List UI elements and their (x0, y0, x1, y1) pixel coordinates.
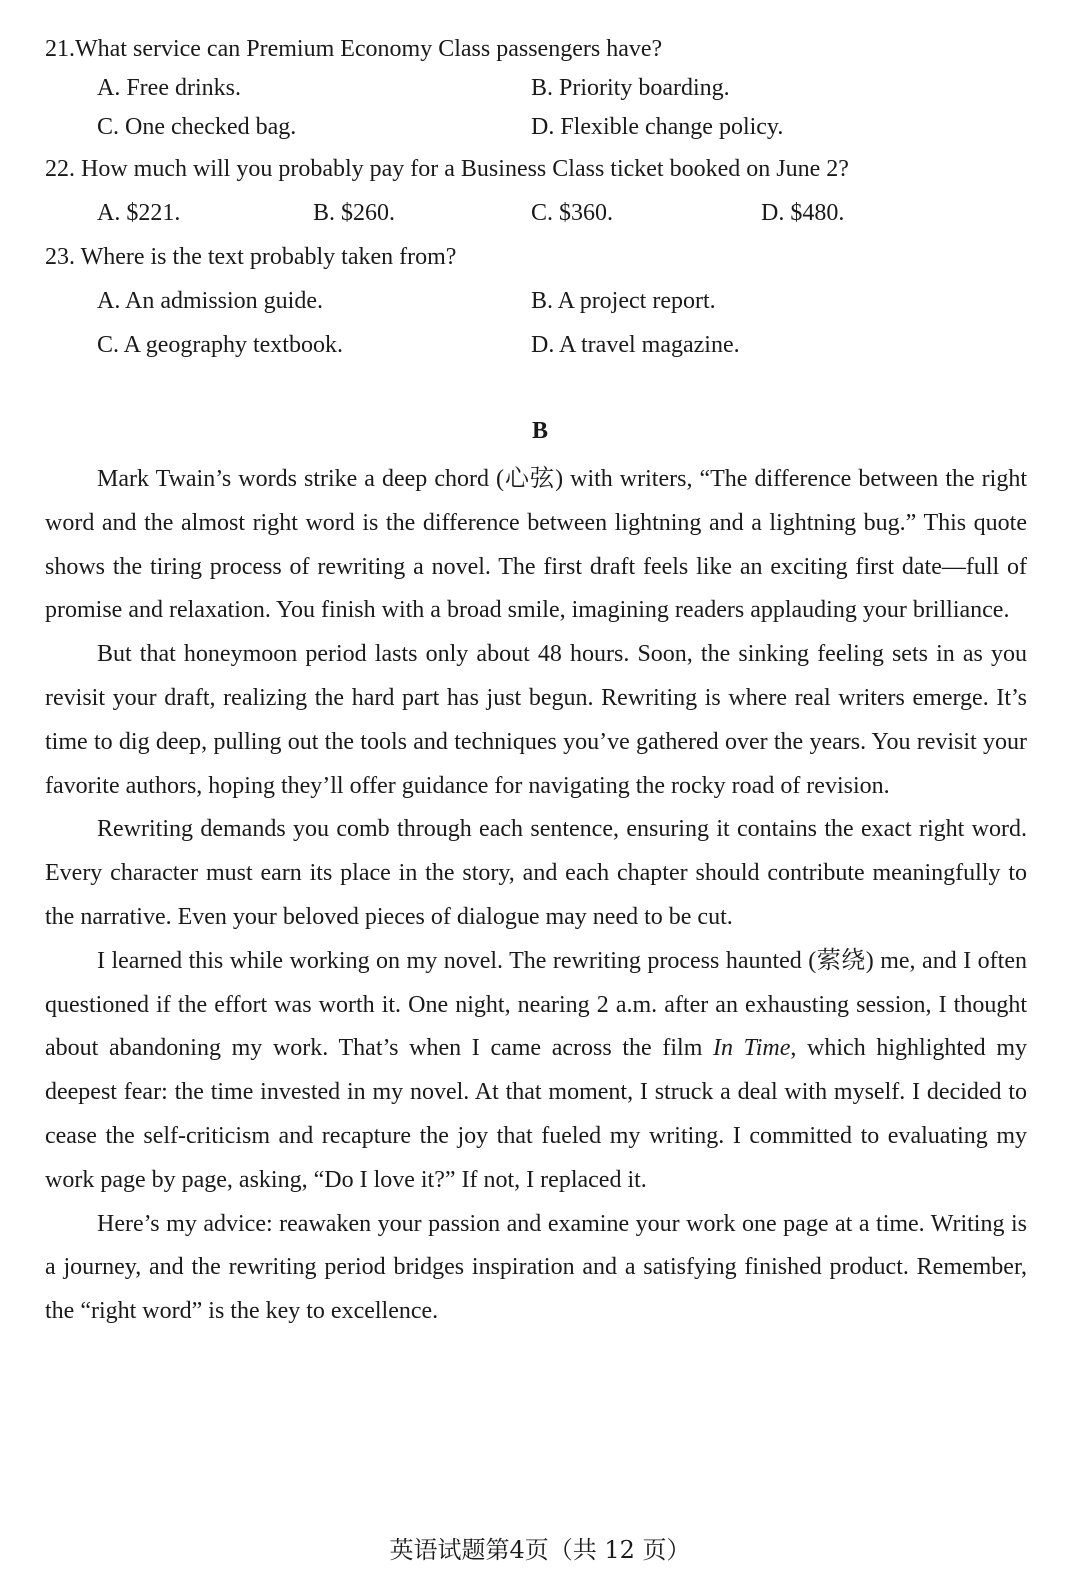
passage-paragraph-4 (45, 940, 1027, 1203)
film-title: In Time (713, 1035, 791, 1062)
question-21-option-a: A. Free drinks. (97, 75, 241, 101)
passage-paragraph-5: Here’s my advice: reawaken your passion and examine your work one page at a time. Writing is a journey, and the rewriting period bridges inspiration and a satisfying finished product. Remember, the “right word” is the key to excellence. (45, 1210, 1027, 1325)
question-23-option-b: B. A project report. (531, 288, 716, 314)
question-21-option-b: B. Priority boarding. (531, 75, 730, 101)
question-22-option-c: C. $360. (531, 200, 614, 226)
passage-paragraph-1: Mark Twain’s words strike a deep chord (心弦) with writers, “The difference between the right word and the almost right word is the difference between lightning and a lightning bug.” This quote shows the tiring process of rewriting a novel. The first draft feels like an exciting first date—full of promise and relaxation. You finish with a broad smile, imagining readers applauding your brilliance. (45, 466, 1027, 624)
question-22-option-d: D. $480. (761, 200, 845, 226)
page-footer: 英语试题第4页（共 12 页） (389, 1536, 691, 1564)
section-title: B (531, 418, 548, 444)
question-23-stem: 23. Where is the text probably taken from? (45, 244, 457, 270)
passage-paragraph-2: But that honeymoon period lasts only about 48 hours. Soon, the sinking feeling sets in as you revisit your draft, realizing the hard part has just begun. Rewriting is where real writers emerge. It’s time to dig deep, pulling out the tools and techniques you’ve gathered over the years. You revisit your favorite authors, hoping they’ll offer guidance for navigating the rocky road of revision. (45, 641, 1027, 799)
passage-paragraph-4-part-1: I learned this while working on my novel. The rewriting process haunted (萦绕) me, and I often questioned if the effort was worth it. One night, nearing 2 a.m. after an exhausting session, I thought about abandoning my work. That’s when I came across the film (45, 947, 1027, 1062)
question-22-stem: 22. How much will you probably pay for a Business Class ticket booked on June 2? (45, 156, 849, 182)
question-21-option-d: D. Flexible change policy. (531, 114, 784, 140)
question-23-option-c: C. A geography textbook. (97, 332, 343, 358)
passage-paragraph-3: Rewriting demands you comb through each sentence, ensuring it contains the exact right word. Every character must earn its place in the story, and each chapter should contribute meaningfully to the narrative. Even your beloved pieces of dialogue may need to be cut. (45, 816, 1027, 930)
passage (45, 458, 1027, 1334)
question-22-option-b: B. $260. (313, 200, 396, 226)
question-21-stem: 21.What service can Premium Economy Class passengers have? (45, 36, 663, 62)
passage-paragraph-4-part-2: , which highlighted my deepest fear: the time invested in my novel. At that moment, I struck a deal with myself. I decided to cease the self-criticism and recapture the joy that fueled my writing. I committed to evaluating my work page by page, asking, “Do I love it?” If not, I replaced it. (45, 1035, 1028, 1193)
question-23-option-a: A. An admission guide. (97, 288, 323, 314)
question-23-option-d: D. A travel magazine. (531, 332, 740, 358)
question-22-option-a: A. $221. (97, 200, 181, 226)
question-21-option-c: C. One checked bag. (97, 114, 297, 140)
